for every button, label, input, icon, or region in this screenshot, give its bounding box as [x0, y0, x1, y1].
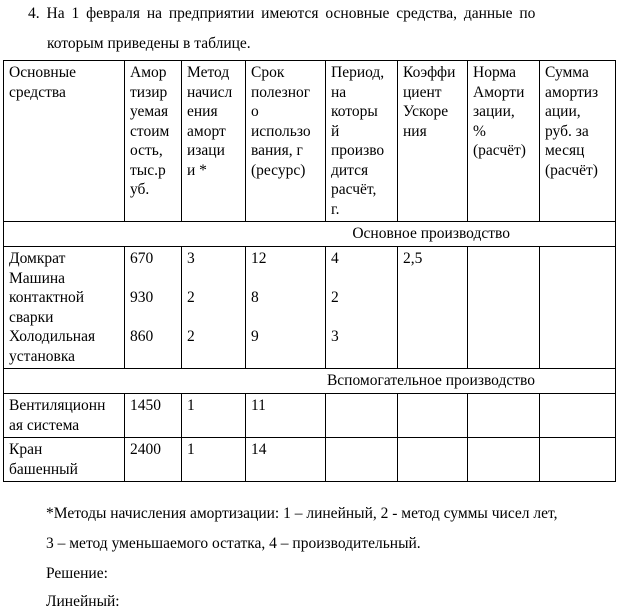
- header-assets: Основные средства: [4, 61, 125, 222]
- cell-coef: 2,5: [398, 247, 468, 369]
- cell-period: 4 2 3: [326, 247, 398, 369]
- header-depreciable-cost: Амор тизир уемая стоим ость, тыс.р уб.: [125, 61, 182, 222]
- table-row: [4, 247, 616, 369]
- section-aux-label: Вспомогательное производство: [326, 372, 535, 389]
- footnote-line-1: *Методы начисления амортизации: 1 – линейный, 2 - метод суммы чисел лет,: [46, 505, 558, 522]
- cell-cost: 1450: [125, 394, 182, 438]
- cell-method: 1: [182, 394, 246, 438]
- section-row-main: [4, 222, 616, 247]
- cell-cost: 2400: [125, 438, 182, 482]
- cell-norm: [468, 247, 540, 369]
- cell-asset-name: Кран башенный: [4, 438, 125, 482]
- cell-sum: [540, 438, 616, 482]
- cell-cost: 670 930 860: [125, 247, 182, 369]
- header-depreciation-sum: Сумма амортиз ации, руб. за месяц (расчёт): [540, 61, 616, 222]
- solution-label: Решение:: [46, 565, 108, 582]
- header-acceleration-coef: Коэффи циент Ускоре ния: [398, 61, 468, 222]
- table-row: [4, 438, 616, 482]
- table-header-row: [4, 61, 616, 222]
- cell-asset-name: Вентиляционн ая система: [4, 394, 125, 438]
- cell-norm: [468, 394, 540, 438]
- table-row: [4, 394, 616, 438]
- cell-life: 11: [246, 394, 326, 438]
- fixed-assets-table: [3, 60, 616, 482]
- cell-period: [326, 394, 398, 438]
- task-intro-line-2: которым приведены в таблице.: [47, 35, 251, 52]
- cell-period: [326, 438, 398, 482]
- footnote-line-2: 3 – метод уменьшаемого остатка, 4 – производительный.: [46, 535, 421, 552]
- section-row-aux: [4, 369, 616, 394]
- cell-life: 12 8 9: [246, 247, 326, 369]
- task-intro-line-1: 4. На 1 февраля на предприятии имеются основные средства, данные по: [28, 5, 536, 22]
- header-method: Метод начисл ения аморт изаци и *: [182, 61, 246, 222]
- cell-method: 3 2 2: [182, 247, 246, 369]
- cell-coef: [398, 394, 468, 438]
- cell-sum: [540, 247, 616, 369]
- cell-method: 1: [182, 438, 246, 482]
- header-useful-life: Срок полезног о использо вания, г (ресурс): [246, 61, 326, 222]
- section-main-label: Основное производство: [352, 225, 510, 242]
- cell-asset-names: Домкрат Машина контактной сварки Холодильная установка: [4, 247, 125, 369]
- cell-norm: [468, 438, 540, 482]
- linear-method-label: Линейный:: [46, 593, 120, 610]
- cell-life: 14: [246, 438, 326, 482]
- cell-sum: [540, 394, 616, 438]
- cell-coef: [398, 438, 468, 482]
- header-depreciation-rate: Норма Аморти зации, % (расчёт): [468, 61, 540, 222]
- header-period: Период, на которы й произво дится расчёт, г.: [326, 61, 398, 222]
